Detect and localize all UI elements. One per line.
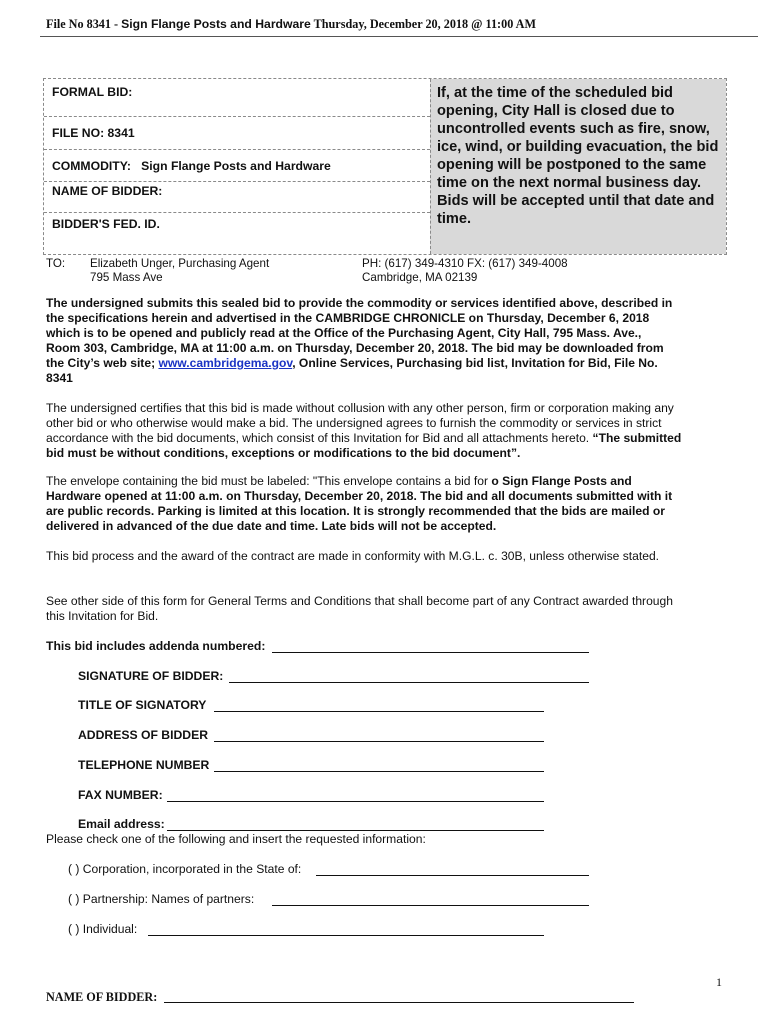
bid-info-box: [43, 78, 727, 255]
signature-line[interactable]: [229, 682, 589, 683]
page-number: 1: [716, 975, 722, 989]
to-phone: PH: (617) 349-4310 FX: (617) 349-4008: [362, 257, 568, 270]
to-label: TO:: [46, 257, 66, 270]
footer-bidder-label: NAME OF BIDDER:: [46, 990, 158, 1004]
formal-bid-label: FORMAL BID:: [52, 85, 133, 99]
fax-label: FAX NUMBER:: [78, 788, 163, 802]
para1-text: The undersigned submits this sealed bid to provide the commodity or services identified above, described in the specifications herein and advertised in the CAMBRIDGE CHRONICLE on Thursday, December 6, 2018 which is to be opened and publicly read at the Office of the Purchasing Agent, City Hall, 795 Mass. Ave., Room 303, Cambridge, MA at 11:00 a.m. on Thursday, December 20, 2018. The bid may be downloaded from the City’s web site;: [46, 296, 673, 370]
to-city: Cambridge, MA 02139: [362, 271, 478, 284]
telephone-line[interactable]: [214, 771, 544, 772]
para1-after: , Online Services, Purchasing bid list, Invitation for Bid, File No. 8341: [46, 356, 658, 385]
para3-text: The envelope containing the bid must be labeled: "This envelope contains a bid for: [46, 474, 488, 488]
conformity-paragraph: This bid process and the award of the contract are made in conformity with M.G.L. c. 30B, unless otherwise stated.: [46, 549, 660, 563]
row-divider: [44, 181, 430, 182]
envelope-paragraph: [46, 474, 686, 534]
terms-paragraph: See other side of this form for General Terms and Conditions that shall become part of any Contract awarded through this Invitation for Bid.: [46, 594, 673, 623]
para2-bold: “The submitted bid must be without conditions, exceptions or modifications to the bid document”.: [46, 431, 682, 460]
commodity-label: COMMODITY:: [52, 159, 131, 173]
to-address: 795 Mass Ave: [90, 271, 163, 284]
fed-id-field[interactable]: BIDDER'S FED. ID.: [52, 217, 160, 231]
email-label: Email address:: [78, 817, 165, 831]
city-website-link[interactable]: www.cambridgema.gov: [158, 356, 293, 370]
fax-line[interactable]: [167, 801, 544, 802]
title-label: TITLE OF SIGNATORY: [78, 698, 207, 712]
addenda-line[interactable]: [272, 652, 589, 653]
bid-fields: [44, 79, 430, 254]
individual-line[interactable]: [148, 935, 544, 936]
header-file-no: File No 8341 -: [46, 17, 119, 31]
row-divider: [44, 116, 430, 117]
individual-option[interactable]: ( ) Individual:: [68, 922, 138, 936]
row-divider: [44, 212, 430, 213]
partnership-option[interactable]: ( ) Partnership: Names of partners:: [68, 892, 255, 906]
certification-paragraph: [46, 401, 686, 461]
title-line[interactable]: [214, 711, 544, 712]
para3-bold: o Sign Flange Posts and Hardware opened at 11:00 a.m. on Thursday, December 20, 2018. The bid and all documents submitted with it are public records. Parking is limited at this location. It is strongly recommended that the bids are mailed or delivered in advanced of the due date and time. Late bids will not be accepted.: [46, 474, 673, 533]
commodity-value: Sign Flange Posts and Hardware: [141, 159, 331, 173]
telephone-label: TELEPHONE NUMBER: [78, 758, 210, 772]
corporation-line[interactable]: [316, 875, 589, 876]
check-intro: Please check one of the following and insert the requested information:: [46, 832, 426, 846]
footer-bidder-line[interactable]: [164, 1002, 634, 1003]
partnership-line[interactable]: [272, 905, 589, 906]
address-label: ADDRESS OF BIDDER: [78, 728, 209, 742]
document-header: [46, 17, 536, 32]
address-line[interactable]: [214, 741, 544, 742]
file-no-label: FILE NO: 8341: [52, 126, 135, 140]
addenda-label: This bid includes addenda numbered:: [46, 639, 266, 653]
signature-label: SIGNATURE OF BIDDER:: [78, 669, 224, 683]
para2-text: The undersigned certifies that this bid is made without collusion with any other person, firm or corporation making any other bid or who otherwise would make a bid. The undersigned agrees to furnish the commodity or services in strict accordance with the bid documents, which consist of this Invitation for Bid and all attachments hereto.: [46, 401, 674, 445]
corporation-option[interactable]: ( ) Corporation, incorporated in the State of:: [68, 862, 302, 876]
to-name: Elizabeth Unger, Purchasing Agent: [90, 257, 270, 270]
email-line[interactable]: [167, 830, 544, 831]
header-date: Thursday, December 20, 2018 @ 11:00 AM: [313, 17, 536, 31]
header-rule: [40, 36, 758, 37]
closure-notice: If, at the time of the scheduled bid opening, City Hall is closed due to uncontrolled events such as fire, snow, ice, wind, or building evacuation, the bid opening will be postponed to the same time on the next normal business day. Bids will be accepted until that date and time.: [430, 79, 726, 254]
bid-submission-paragraph: [46, 296, 678, 386]
commodity-row: [44, 159, 430, 173]
row-divider: [44, 149, 430, 150]
name-of-bidder-field[interactable]: NAME OF BIDDER:: [52, 184, 163, 198]
header-title: Sign Flange Posts and Hardware: [121, 17, 311, 31]
